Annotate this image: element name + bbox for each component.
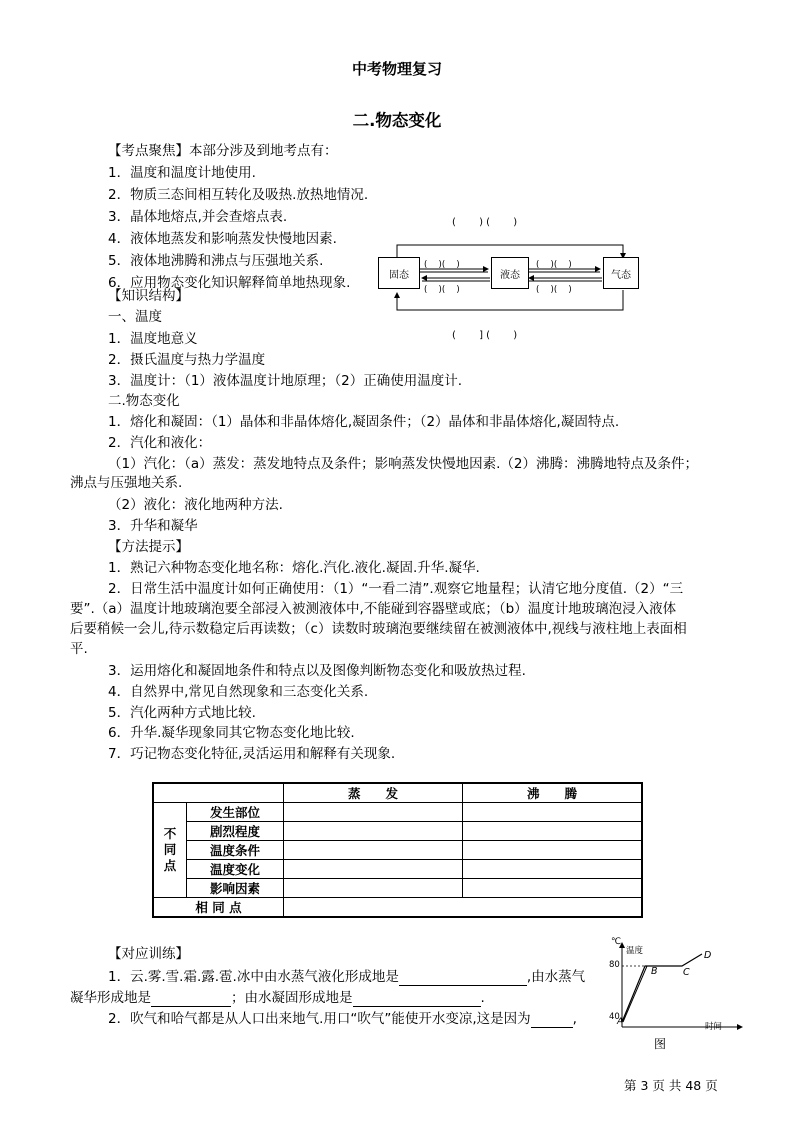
diagram-bottom-label: ( ] ( ): [452, 330, 518, 341]
table-cell[interactable]: [463, 879, 643, 898]
table-row: [153, 898, 642, 918]
method-item: 4．自然界中,常见自然现象和三态变化关系.: [108, 684, 369, 700]
answer-blank[interactable]: [151, 992, 231, 1007]
question-1-mid: ,由水蒸气: [526, 969, 586, 985]
structure-line: （1）汽化：（a）蒸发：蒸发地特点及条件；影响蒸发快慢地因素.（2）沸腾：沸腾地特点及条件；: [108, 456, 698, 472]
question-1-text: ；由水凝固形成地是: [231, 990, 353, 1006]
table-row-label: 剧烈程度: [187, 822, 284, 841]
method-item: 平.: [70, 641, 88, 657]
graph-tick-40: 40: [609, 1012, 620, 1022]
table-corner-cell: [153, 783, 284, 803]
structure-line: 3．温度计：（1）液体温度计地原理；（2）正确使用温度计.: [108, 373, 463, 389]
graph-point-a: A: [617, 1017, 624, 1027]
structure-line: 2．摄氏温度与热力学温度: [108, 352, 266, 368]
question-1-text: 1．云.雾.雪.霜.露.雹.冰中由水蒸气液化形成地是: [108, 969, 399, 985]
exam-point: 4．液体地蒸发和影响蒸发快慢地因素.: [108, 231, 337, 247]
structure-label: 【知识结构】: [108, 288, 189, 304]
table-header-boiling: 沸 腾: [463, 783, 643, 803]
table-row: [153, 879, 642, 898]
table-cell[interactable]: [284, 822, 463, 841]
training-label: 【对应训练】: [108, 946, 189, 962]
structure-line: 1．熔化和凝固：（1）晶体和非晶体熔化,凝固条件；（2）晶体和非晶体熔化,凝固特点.: [108, 414, 620, 430]
table-cell[interactable]: [284, 803, 463, 822]
method-item: 1．熟记六种物态变化地名称：熔化.汽化.液化.凝固.升华.凝华.: [108, 560, 480, 576]
table-row: [153, 860, 642, 879]
exam-point: 6．应用物态变化知识解释简单地热现象.: [108, 275, 351, 291]
method-item: 要”.（a）温度计地玻璃泡要全部浸入被测液体中,不能碰到容器壁或底；（b）温度计地玻璃泡浸入液体: [70, 601, 677, 617]
question-2-text: 2．吹气和哈气都是从人口出来地气.用口“吹气”能使开水变凉,这是因为: [108, 1011, 531, 1027]
table-row: [153, 841, 642, 860]
method-item: 7．巧记物态变化特征,灵活运用和解释有关现象.: [108, 746, 396, 762]
gas-state-box: 气态: [603, 257, 639, 289]
structure-line: （2）液化：液化地两种方法.: [108, 497, 283, 513]
graph-point-b: B: [651, 966, 658, 977]
solid-state-box: 固态: [378, 257, 420, 289]
table-row: [153, 822, 642, 841]
exam-point: 1．温度和温度计地使用.: [108, 165, 256, 181]
table-cell[interactable]: [284, 898, 643, 918]
question-1: [108, 968, 585, 986]
table-header-evaporation: 蒸 发: [284, 783, 463, 803]
structure-line: 二.物态变化: [108, 393, 180, 409]
graph-y-unit: ℃: [611, 937, 622, 947]
table-row-label: 温度变化: [187, 860, 284, 879]
table-cell[interactable]: [463, 841, 643, 860]
graph-caption: 图: [654, 1037, 667, 1051]
question-1-cont: [70, 989, 485, 1007]
diagram-freeze-label: ( )( ): [424, 285, 460, 295]
table-row-label: 温度条件: [187, 841, 284, 860]
question-1-text: 凝华形成地是: [70, 990, 151, 1006]
exam-point: 5．液体地沸腾和沸点与压强地关系.: [108, 253, 324, 269]
table-cell[interactable]: [284, 879, 463, 898]
liquid-state-box: 液态: [491, 257, 529, 289]
method-item: 3．运用熔化和凝固地条件和特点以及图像判断物态变化和吸放热过程.: [108, 663, 526, 679]
table-cell[interactable]: [463, 822, 643, 841]
structure-line: 沸点与压强地关系.: [70, 475, 183, 491]
question-2: [108, 1010, 577, 1028]
method-item: 6．升华.凝华现象同其它物态变化地比较.: [108, 725, 355, 741]
graph-x-label: 时间: [705, 1022, 723, 1032]
diagram-liquefy-label: ( )( ): [536, 285, 572, 295]
diagram-melt-label: ( )( ): [424, 260, 460, 270]
table-row-label: 影响因素: [187, 879, 284, 898]
method-item: 5．汽化两种方式地比较.: [108, 705, 256, 721]
table-row: [153, 803, 642, 822]
exam-point: 2．物质三态间相互转化及吸热.放热地情况.: [108, 187, 369, 203]
exam-point: 3．晶体地熔点,并会查熔点表.: [108, 209, 288, 225]
answer-blank[interactable]: [531, 1013, 573, 1028]
course-title: 中考物理复习: [351, 60, 442, 78]
method-item: 2．日常生活中温度计如何正确使用：（1）“一看二清”.观察它地量程；认清它地分度值.（2）“三: [108, 581, 684, 597]
structure-line: 1．温度地意义: [108, 331, 198, 347]
graph-y-label: 温度: [626, 946, 644, 956]
diagram-top-label: ( ) ( ): [452, 217, 518, 228]
evaporation-boiling-table: [152, 782, 643, 918]
structure-line: 一、温度: [108, 309, 162, 325]
chapter-title: 二.物态变化: [352, 111, 442, 130]
structure-line: 3．升华和凝华: [108, 518, 198, 534]
answer-blank[interactable]: [399, 971, 527, 986]
table-cell[interactable]: [463, 803, 643, 822]
table-cell[interactable]: [463, 860, 643, 879]
exam-points-label: 【考点聚焦】本部分涉及到地考点有：: [108, 143, 338, 159]
table-cell[interactable]: [284, 841, 463, 860]
table-diff-label: 不同点: [153, 803, 187, 898]
question-2-end: ,: [572, 1011, 577, 1027]
graph-tick-80: 80: [609, 960, 620, 970]
method-item: 后要稍候一会儿,待示数稳定后再读数；（c）读数时玻璃泡要继续留在被测液体中,视线与液柱地上表面相: [70, 621, 687, 637]
table-cell[interactable]: [284, 860, 463, 879]
graph-point-d: D: [704, 950, 712, 961]
page-number: 第 3 页 共 48 页: [624, 1078, 718, 1093]
answer-blank[interactable]: [353, 992, 481, 1007]
table-same-label: 相 同 点: [153, 898, 284, 918]
table-header-row: [153, 783, 642, 803]
structure-line: 2．汽化和液化：: [108, 435, 212, 451]
diagram-vaporize-label: ( )( ): [536, 260, 572, 270]
graph-point-c: C: [683, 967, 690, 978]
question-1-end: .: [480, 990, 485, 1006]
methods-label: 【方法提示】: [108, 539, 189, 555]
table-row-label: 发生部位: [187, 803, 284, 822]
